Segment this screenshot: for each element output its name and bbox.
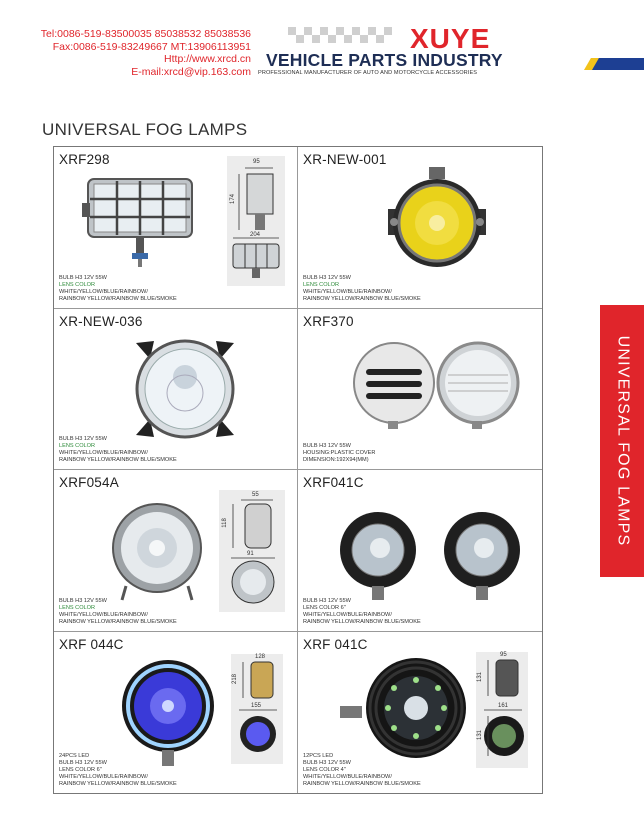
product-model: XR-NEW-036 [59,313,143,329]
dimension-height-front: 131 [477,729,484,740]
dimension-depth: 95 [500,651,507,658]
product-model: XRF041C [303,475,364,490]
dimension-diameter: 161 [498,702,509,709]
company-logo [258,23,503,76]
brand-name: XUYE [410,23,491,54]
xrf054a-lamp-image [102,496,212,606]
product-grid [53,146,543,794]
side-tab-label: UNIVERSAL FOG LAMPS [614,335,632,547]
dimension-height: 118 [221,518,228,528]
xrf298-dimension-drawing [227,156,285,286]
product-model: XRF370 [303,313,354,329]
xrf054a-dimension-drawing [219,490,285,612]
xrf-041c-led-lamp-image [338,656,478,766]
product-specs: 12PCS LED BULB H3 12V 55W LENS COLOR 4" WHITE/YELLOW/BULE/RAINBOW/ RAINBOW YELLOW/RAINBOW BLUE/SMOKE [303,753,421,787]
side-tab [600,305,644,577]
xrf298-lamp-image [76,173,206,269]
product-specs: BULB H3 12V 55W LENS COLOR WHITE/YELLOW/BLUE/RAINBOW/ RAINBOW YELLOW/RAINBOW BLUE/SMOKE [303,274,421,302]
product-model: XRF 044C [59,636,124,652]
product-card-xr-new-036 [54,309,298,471]
product-model: XR-NEW-001 [303,152,387,167]
dimension-diameter: 155 [251,702,262,709]
logo-checker-pattern [288,27,392,47]
xrf-044c-lamp-image [114,656,226,768]
dimension-length: 204 [250,232,261,238]
dimension-width: 95 [253,159,260,165]
contact-fax: Fax:0086-519-83249667 MT:13906113951 [52,40,251,53]
product-specs: BULB H3 12V 55W LENS COLOR WHITE/YELLOW/BLUE/RAINBOW/ RAINBOW YELLOW/RAINBOW BLUE/SMOKE [59,274,177,302]
product-card-xrf298 [54,147,298,309]
xrf-044c-dimension-drawing [231,654,283,764]
product-card-xr-new-001 [298,147,542,309]
product-model: XRF 041C [303,636,368,652]
product-specs: BULB H3 12V 55W LENS COLOR WHITE/YELLOW/BLUE/RAINBOW/ RAINBOW YELLOW/RAINBOW BLUE/SMOKE [59,597,177,625]
contact-email[interactable]: E-mail:xrcd@vip.163.com [131,65,251,78]
contact-website[interactable]: Http://www.xrcd.cn [164,53,251,65]
product-card-xrf370 [298,309,542,471]
product-card-xrf041c [298,470,542,632]
product-specs: 24PCS LED BULB H3 12V 55W LENS COLOR 6" WHITE/YELLOW/BULE/RAINBOW/ RAINBOW YELLOW/RAINBOW BLUE/SMOKE [59,753,177,787]
contact-info [41,28,251,78]
xr-new-001-lamp-image [382,165,492,277]
product-specs: BULB H3 12V 55W LENS COLOR 6" WHITE/YELLOW/BULE/RAINBOW/ RAINBOW YELLOW/RAINBOW BLUE/SMOKE [303,597,421,625]
dimension-height: 218 [232,673,239,684]
xrf370-lamp-image [348,337,528,433]
xrf041c-lamp-image [336,508,526,602]
product-model: XRF054A [59,475,119,490]
dimension-height: 131 [477,671,484,682]
contact-phone: Tel:0086-519-83500035 85038532 85038536 [40,28,251,40]
product-card-xrf-041c-led [298,632,542,794]
company-tagline: PROFESSIONAL MANUFACTURER OF AUTO AND MOTORCYCLE ACCESSORIES [258,70,478,76]
dimension-height: 174 [230,193,237,205]
product-model: XRF298 [59,152,110,167]
section-title: UNIVERSAL FOG LAMPS [42,120,248,139]
xr-new-036-lamp-image [130,337,240,441]
dimension-depth: 55 [252,492,259,498]
product-specs: BULB H3 12V 55W LENS COLOR WHITE/YELLOW/BLUE/RAINBOW/ RAINBOW YELLOW/RAINBOW BLUE/SMOKE [59,436,177,463]
dimension-depth: 128 [255,653,266,660]
xrf-041c-led-dimension-drawing [476,652,528,768]
product-card-xrf054a [54,470,298,632]
company-name: VEHICLE PARTS INDUSTRY [266,50,503,70]
corner-stripe-decoration [578,58,644,70]
dimension-diameter: 91 [247,551,254,557]
product-card-xrf-044c [54,632,298,794]
product-specs: BULB H3 12V 55W HOUSING:PLASTIC COVER DIMENSION:192X94(MM) [303,443,376,463]
